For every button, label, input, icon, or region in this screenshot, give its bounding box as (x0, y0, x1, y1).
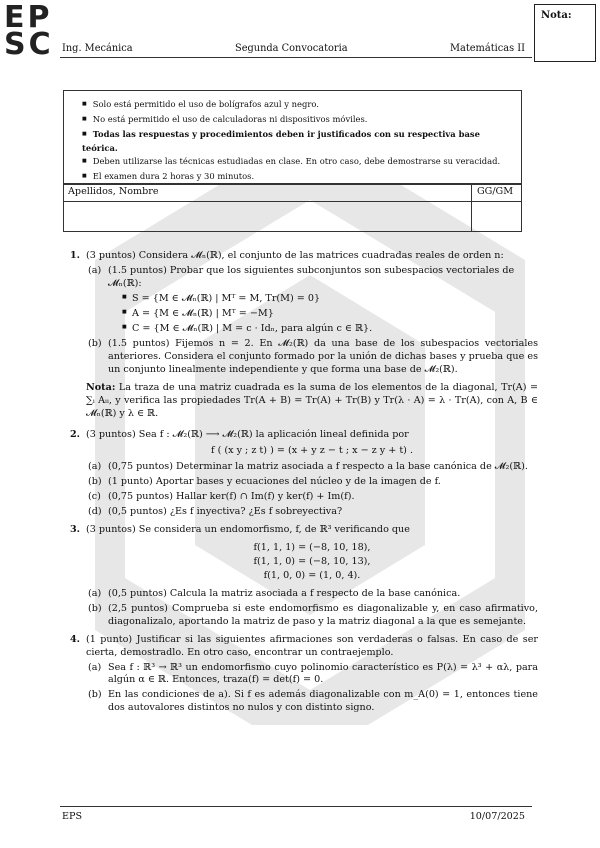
question-intro: (3 puntos) Sea f : 𝓜₂(ℝ) ⟶ 𝓜₂(ℝ) la aplicación lineal definida por (86, 429, 409, 441)
student-id-table (63, 184, 522, 232)
list-item: ■ S = {M ∈ 𝓜ₙ(ℝ) | Mᵀ = M, Tr(M) = 0} (108, 293, 538, 306)
name-field[interactable] (64, 185, 472, 231)
question-number: 3. (70, 523, 81, 535)
footer-school: EPS (62, 811, 83, 822)
header-call: Segunda Convocatoria (234, 43, 348, 54)
rule-item: ■ Todas las respuestas y procedimientos deben ir justificados con su respectiva base teórica. (82, 128, 503, 156)
question-intro: (1 punto) Justificar si las siguientes afirmaciones son verdaderas o falsas. En caso de ser cierta, demostradlo. En otro caso, encontrar un contraejemplo. (86, 633, 538, 658)
question-number: 1. (70, 250, 81, 261)
subquestion: (d) (0,5 puntos) ¿Es f inyectiva? ¿Es f sobreyectiva? (88, 505, 343, 517)
footer-divider (60, 806, 532, 807)
note-text: La traza de una matriz cuadrada es la suma de los elementos de la diagonal, Tr(A) = ∑ᵢ Aᵢᵢ, y verifica las propiedades Tr(A + B) = Tr(A) + Tr(B) y Tr(λ · A) = λ · Tr(A), con A, B ∈ 𝓜ₙ(ℝ) y λ ∈ ℝ. (86, 382, 538, 420)
header-degree: Ing. Mecánica (62, 43, 133, 54)
page-footer (62, 811, 525, 824)
note (86, 382, 538, 421)
subquestion: (b) (1 punto) Aportar bases y ecuaciones del núcleo y de la imagen de f. (88, 476, 441, 488)
note-label: Nota: (86, 382, 116, 394)
equations: f(1, 1, 1) = (−8, 10, 18), f(1, 1, 0) = (−8, 10, 13), f(1, 0, 0) = (1, 0, 4). (253, 541, 371, 581)
group-field[interactable] (472, 185, 521, 231)
subquestion: (b) (1.5 puntos) Fijemos n = 2. En 𝓜₂(ℝ) da una base de los subespacios vectoriales anteriores. Considera el conjunto formado por la unión de dichas bases y prueba que es un conjunto linealmente independiente y que forma una base de 𝓜₂(ℝ). (88, 337, 538, 375)
question-number: 4. (70, 633, 81, 645)
subquestion: (b) En las condiciones de a). Si f es además diagonalizable con m_A(0) = 1, entonces tiene dos autovalores distintos no nulos y con distinto signo. (88, 689, 538, 714)
question-3 (70, 524, 538, 629)
header-divider (60, 57, 532, 58)
subquestion: (a) Sea f : ℝ³ → ℝ³ un endomorfismo cuyo polinomio característico es P(λ) = λ³ + αλ, para algún α ∈ ℝ. Entonces, traza(f) = det(f) = 0. (88, 661, 538, 686)
formula: f ( (x y ; z t) ) = (x + y z − t ; x − z y + t) . (210, 445, 414, 457)
group-label: GG/GM (477, 186, 514, 197)
page-header (62, 42, 525, 55)
question-2 (70, 429, 538, 519)
eps-logo: EP SC (4, 0, 54, 62)
subquestion: (a) (0,75 puntos) Determinar la matriz asociada a f respecto a la base canónica de 𝓜₂(ℝ). (88, 461, 528, 473)
rule-item: ■ Deben utilizarse las técnicas estudiadas en clase. En otro caso, debe demostrarse su veracidad. (82, 155, 503, 170)
question-1 (70, 250, 538, 421)
grade-box (534, 4, 596, 62)
question-number: 2. (70, 429, 81, 441)
list-item: ■ C = {M ∈ 𝓜ₙ(ℝ) | M = c · Idₙ, para algún c ∈ ℝ}. (108, 323, 538, 336)
subquestion: (c) (0,75 puntos) Hallar ker(f) ∩ Im(f) y ker(f) + Im(f). (88, 491, 355, 502)
rule-item: ■ El examen dura 2 horas y 30 minutos. (82, 170, 503, 185)
subquestion: (a) (1.5 puntos) Probar que los siguientes subconjuntos son subespacios vectoriales de 𝓜ₙ(ℝ): ■ S = {M ∈ 𝓜ₙ(ℝ) | Mᵀ = M, Tr(M) = 0} ■ A = {M ∈ 𝓜ₙ(ℝ) | Mᵀ = −M} ■ C = {M ∈ 𝓜ₙ(ℝ) | M = c · Idₙ, para algún c ∈ ℝ}. (86, 265, 538, 336)
question-intro: (3 puntos) Considera 𝓜ₙ(ℝ), el conjunto de las matrices cuadradas reales de orden n: (86, 250, 504, 261)
question-intro: (3 puntos) Se considera un endomorfismo, f, de ℝ³ verificando que (86, 523, 410, 535)
exam-questions (70, 250, 538, 720)
name-label: Apellidos, Nombre (68, 186, 159, 197)
footer-date: 10/07/2025 (469, 811, 525, 822)
rules-box (63, 90, 522, 184)
question-4 (70, 634, 538, 716)
grade-label: Nota: (541, 10, 572, 21)
rule-item: ■ Solo está permitido el uso de bolígrafos azul y negro. (82, 98, 503, 113)
subquestion: (b) (2,5 puntos) Comprueba si este endomorfismo es diagonalizable y, en caso afirmativo, diagonalizalo, aportando la matriz de paso y la matriz diagonal a la que es semejante. (88, 602, 538, 627)
list-item: ■ A = {M ∈ 𝓜ₙ(ℝ) | Mᵀ = −M} (108, 308, 538, 321)
rule-item: ■ No está permitido el uso de calculadoras ni dispositivos móviles. (82, 113, 503, 128)
header-subject: Matemáticas II (449, 43, 525, 54)
subquestion: (a) (0,5 puntos) Calcula la matriz asociada a f respecto de la base canónica. (88, 587, 461, 599)
